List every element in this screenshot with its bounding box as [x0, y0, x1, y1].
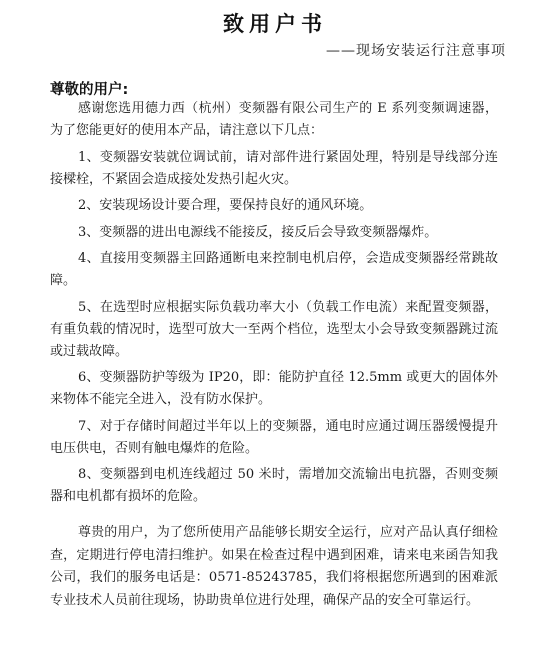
closing-section	[50, 522, 498, 612]
notice-item-6: 6、变频器防护等级为 IP20，即：能防护直径 12.5mm 或更大的固体外来物体不能完全进入，没有防水保护。	[50, 370, 498, 407]
letter-body	[50, 98, 498, 513]
closing-paragraph: 尊贵的用户，为了您所使用产品能够长期安全运行，应对产品认真仔细检查，定期进行停电清扫维护。如果在检查过程中遇到困难，请来电来函告知我公司，我们的服务电话是：0571-85243785，我们将根据您所遇到的困难派专业技术人员前往现场，协助贵单位进行处理，确保产品的安全可靠运行。	[50, 525, 498, 608]
notice-item-8: 8、变频器到电机连线超过 50 米时，需增加交流输出电抗器，否则变频器和电机都有损坏的危险。	[50, 467, 498, 504]
letter-title: 致用户书	[223, 12, 327, 36]
notice-item-7: 7、对于存储时间超过半年以上的变频器，通电时应通过调压器缓慢提升电压供电，否则有触电爆炸的危险。	[50, 418, 498, 456]
intro-paragraph: 感谢您选用德力西（杭州）变频器有限公司生产的 E 系列变频调速器，为了您能更好的使用本产品，请注意以下几点：	[50, 101, 498, 138]
greeting: 尊敬的用户:	[50, 82, 129, 98]
notice-item-1: 1、变频器安装就位调试前，请对部件进行紧固处理，特别是导线部分连接樑栓，不紧固会造成接处发热引起火灾。	[50, 149, 498, 187]
notice-item-5: 5、在选型时应根据实际负载功率大小（负载工作电流）来配置变频器，有重负载的情况时，选型可放大一至两个档位，选型太小会导致变频器跳过流或过载故障。	[50, 299, 498, 359]
notice-item-2: 2、安装现场设计要合理，要保持良好的通风环境。	[78, 198, 373, 213]
letter-subtitle: ——现场安装运行注意事项	[326, 43, 506, 59]
notice-item-3: 3、变频器的进出电源线不能接反，接反后会导致变频器爆炸。	[78, 224, 438, 240]
notice-item-4: 4、直接用变频器主回路通断电来控制电机启停，会造成变频器经常跳故障。	[50, 251, 498, 288]
